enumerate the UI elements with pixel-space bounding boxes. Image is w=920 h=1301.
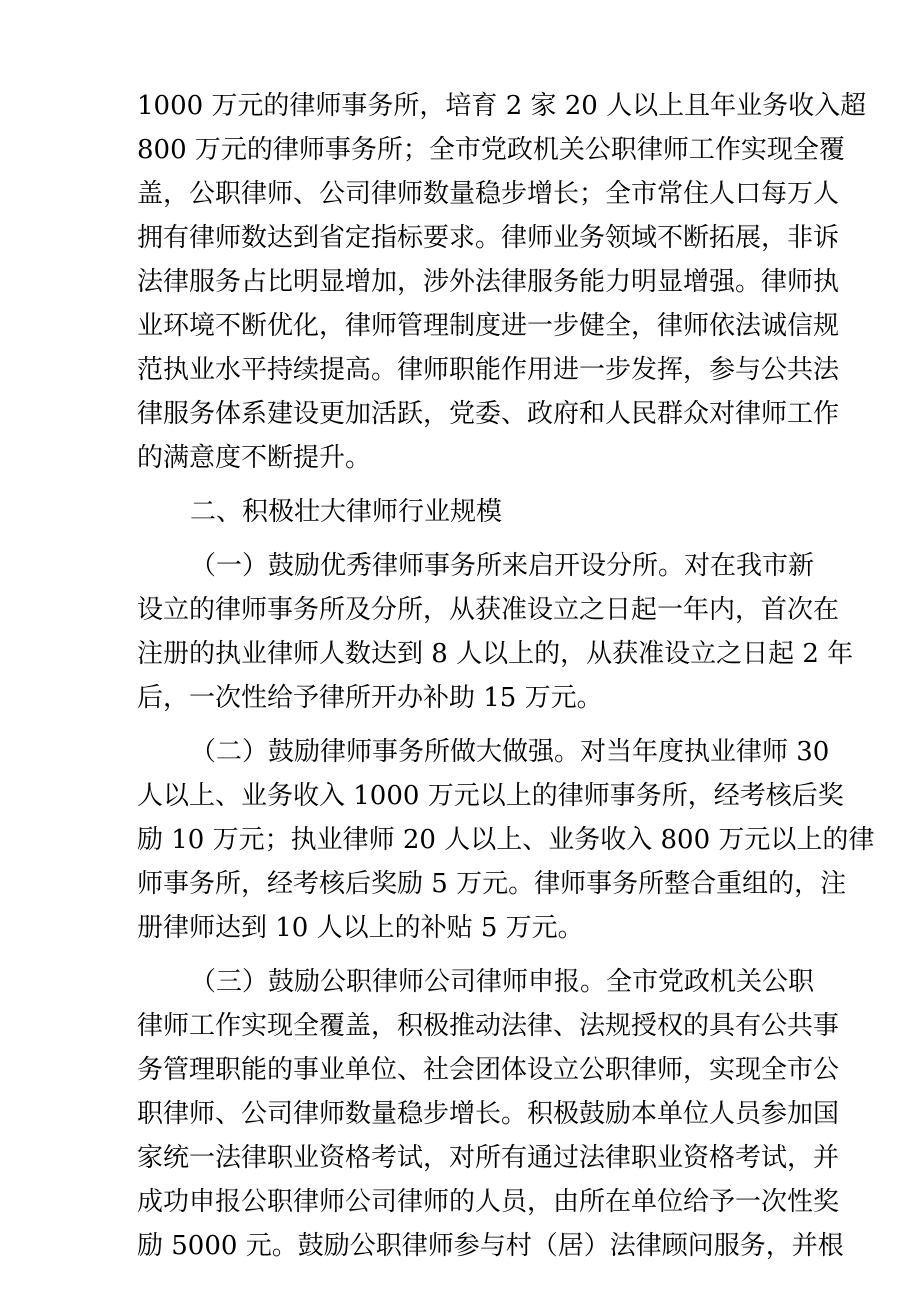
intro-line-7: 范执业水平持续提高。律师职能作用进一步发挥，参与公共法 [137,355,840,385]
para3-line-6: 成功申报公职律师公司律师的人员，由所在单位给予一次性奖 [137,1187,840,1217]
para1-line-2: 设立的律师事务所及分所，从获准设立之日起一年内，首次在 [137,595,840,625]
para2-line-1: （二）鼓励律师事务所做大做强。对当年度执业律师 30 [190,737,830,767]
para3-line-2: 律师工作实现全覆盖，积极推动法律、法规授权的具有公共事 [137,1011,840,1041]
para3-line-7: 励 5000 元。鼓励公职律师参与村（居）法律顾问服务，并根 [137,1231,844,1261]
intro-line-9: 的满意度不断提升。 [137,443,372,473]
intro-line-5: 法律服务占比明显增加，涉外法律服务能力明显增强。律师执 [137,267,840,297]
intro-line-1: 1000 万元的律师事务所，培育 2 家 20 人以上且年业务收入超 [137,91,867,121]
intro-line-2: 800 万元的律师事务所；全市党政机关公职律师工作实现全覆 [137,135,845,165]
para2-line-2: 人以上、业务收入 1000 万元以上的律师事务所，经考核后奖 [137,781,844,811]
section-heading: 二、积极壮大律师行业规模 [190,497,503,527]
para3-line-4: 职律师、公司律师数量稳步增长。积极鼓励本单位人员参加国 [137,1099,840,1129]
para1-line-4: 后，一次性给予律所开办补助 15 万元。 [137,683,603,713]
intro-line-6: 业环境不断优化，律师管理制度进一步健全，律师依法诚信规 [137,311,840,341]
intro-line-4: 拥有律师数达到省定指标要求。律师业务领域不断拓展，非诉 [137,223,840,253]
para3-line-5: 家统一法律职业资格考试，对所有通过法律职业资格考试，并 [137,1143,840,1173]
para1-line-3: 注册的执业律师人数达到 8 人以上的，从获准设立之日起 2 年 [137,639,854,669]
para3-line-3: 务管理职能的事业单位、社会团体设立公职律师，实现全市公 [137,1055,840,1085]
intro-line-3: 盖，公职律师、公司律师数量稳步增长；全市常住人口每万人 [137,179,840,209]
para1-line-1: （一）鼓励优秀律师事务所来启开设分所。对在我市新 [190,551,815,581]
para3-line-1: （三）鼓励公职律师公司律师申报。全市党政机关公职 [190,967,815,997]
para2-line-4: 师事务所，经考核后奖励 5 万元。律师事务所整合重组的，注 [137,869,847,899]
para2-line-5: 册律师达到 10 人以上的补贴 5 万元。 [137,913,584,943]
intro-line-8: 律服务体系建设更加活跃，党委、政府和人民群众对律师工作 [137,399,840,429]
para2-line-3: 励 10 万元；执业律师 20 人以上、业务收入 800 万元以上的律 [137,825,875,855]
